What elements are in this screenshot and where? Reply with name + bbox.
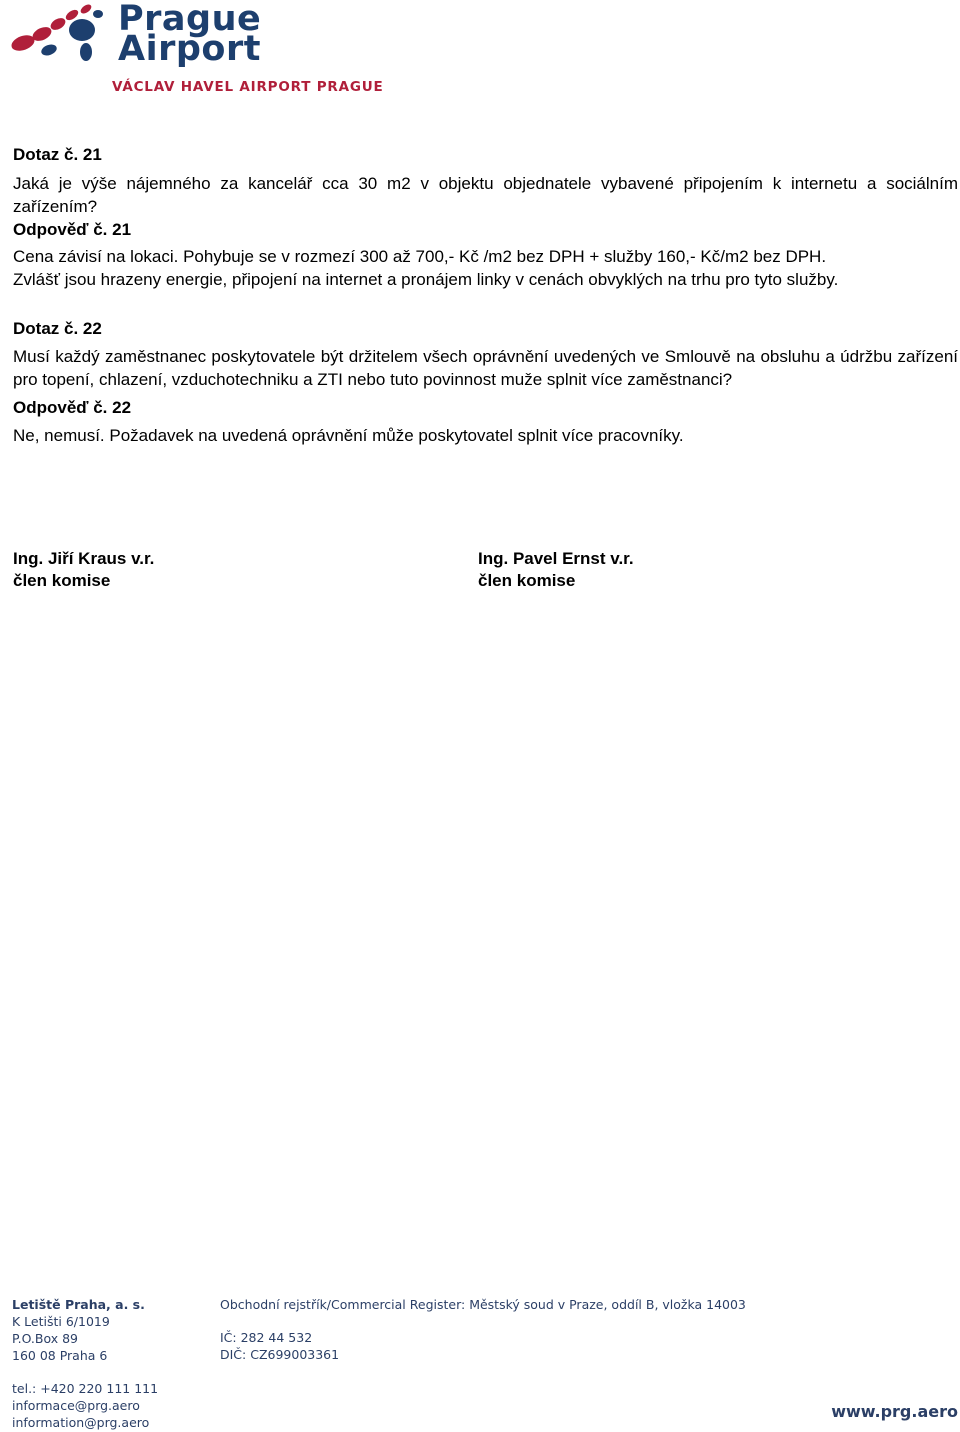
footer-register: Obchodní rejstřík/Commercial Register: Městský soud v Praze, oddíl B, vložka 14003 xyxy=(220,1297,746,1312)
document-body xyxy=(13,143,958,447)
logo-text-airport: Airport xyxy=(118,29,261,69)
signature-block xyxy=(13,548,154,592)
question-22-text: Musí každý zaměstnanec poskytovatele být držitelem všech oprávnění uvedených ve Smlouvě na obsluhu a údržbu zařízení pro topení, chlazení, vzduchotechniku a ZTI nebo tuto povinnost muže splnit více zaměstnanci? xyxy=(13,347,958,389)
logo-text-prague: Prague xyxy=(118,0,262,39)
footer-dic: DIČ: CZ699003361 xyxy=(220,1347,340,1362)
answer-22-text: Ne, nemusí. Požadavek na uvedená oprávnění může poskytovatel splnit více pracovníky. xyxy=(13,426,684,445)
question-22-title: Dotaz č. 22 xyxy=(13,319,102,338)
footer-address xyxy=(12,1296,145,1364)
question-21-text: Jaká je výše nájemného za kancelář cca 30 m2 v objektu objednatele vybavené připojením k internetu a sociálním zařízením? xyxy=(13,174,958,216)
footer-address-line: 160 08 Praha 6 xyxy=(12,1348,108,1363)
footer-email[interactable]: informace@prg.aero xyxy=(12,1398,140,1413)
signatory-name: Ing. Pavel Ernst v.r. xyxy=(478,549,634,568)
footer-email[interactable]: information@prg.aero xyxy=(12,1415,150,1430)
footer-address-line: K Letišti 6/1019 xyxy=(12,1314,110,1329)
answer-21-line2: Zvlášť jsou hrazeny energie, připojení na internet a pronájem linky v cenách obvyklých na trhu pro tyto služby. xyxy=(13,270,839,289)
page-footer xyxy=(12,1296,958,1432)
signature-block xyxy=(478,548,634,592)
footer-address-line: P.O.Box 89 xyxy=(12,1331,78,1346)
footer-tel: tel.: +420 220 111 111 xyxy=(12,1381,159,1396)
logo-tagline: VÁCLAV HAVEL AIRPORT PRAGUE xyxy=(112,79,384,95)
footer-registration xyxy=(220,1296,746,1363)
footer-company: Letiště Praha, a. s. xyxy=(12,1297,145,1312)
footer-contact xyxy=(12,1380,158,1431)
answer-21-title: Odpověď č. 21 xyxy=(13,220,132,239)
signatory-role: člen komise xyxy=(478,571,576,590)
logo-mark-icon xyxy=(8,0,108,70)
answer-21-line1: Cena závisí na lokaci. Pohybuje se v rozmezí 300 až 700,- Kč /m2 bez DPH + služby 160,- Kč/m2 bez DPH. xyxy=(13,247,827,266)
footer-website-link[interactable]: www.prg.aero xyxy=(831,1402,958,1421)
question-21-title: Dotaz č. 21 xyxy=(13,145,102,164)
signatory-role: člen komise xyxy=(13,571,111,590)
prague-airport-logo xyxy=(8,0,388,100)
signatory-name: Ing. Jiří Kraus v.r. xyxy=(13,549,155,568)
signatures xyxy=(13,548,958,598)
footer-ic: IČ: 282 44 532 xyxy=(220,1330,313,1345)
answer-22-title: Odpověď č. 22 xyxy=(13,398,132,417)
